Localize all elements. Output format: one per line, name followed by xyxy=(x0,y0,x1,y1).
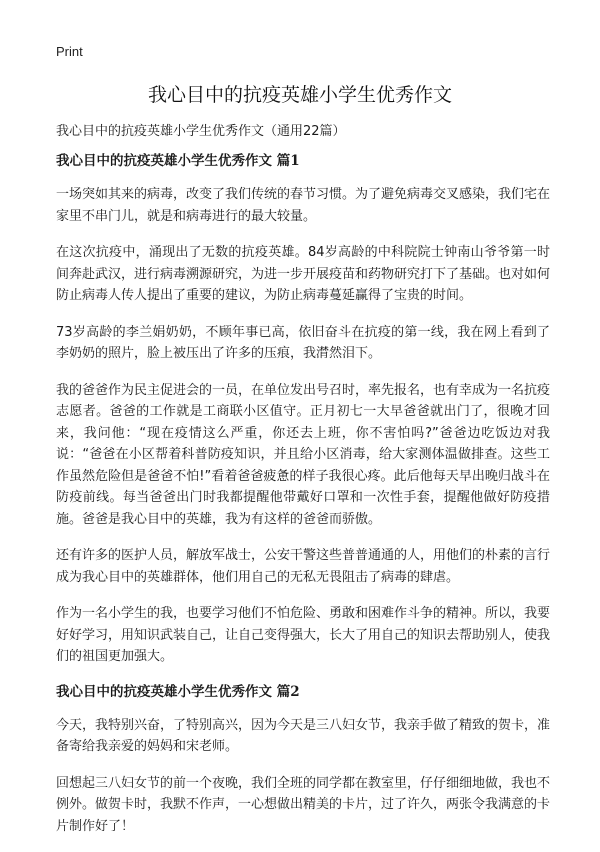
section-heading: 我心目中的抗疫英雄小学生优秀作文 篇1 xyxy=(56,153,300,169)
page-title: 我心目中的抗疫英雄小学生优秀作文 xyxy=(147,84,452,106)
paragraph: 在这次抗疫中，涌现出了无数的抗疫英雄。84岁高龄的中科院院士钟南山爷爷第一时间奔赴武汉，进行病毒溯源研究，为进一步开展疫苗和药物研究打下了基础。也对如何防止病毒人传人提出了重要的建议，为防止病毒蔓延赢得了宝贵的时间。 xyxy=(56,245,551,303)
article-body xyxy=(56,152,550,852)
document-subtitle: 我心目中的抗疫英雄小学生优秀作文（通用22篇） xyxy=(56,124,346,139)
section-heading: 我心目中的抗疫英雄小学生优秀作文 篇2 xyxy=(56,683,300,700)
paragraph: 73岁高龄的李兰娟奶奶，不顾年事已高，依旧奋斗在抗疫的第一线，我在网上看到了李奶奶的照片，脸上被压出了许多的压痕，我潸然泪下。 xyxy=(56,324,550,361)
paragraph: 今天，我特别兴奋，了特别高兴，因为今天是三八妇女节，我亲手做了精致的贺卡，准备寄给我亲爱的妈妈和宋老师。 xyxy=(56,717,551,754)
section-2 xyxy=(56,683,550,838)
paragraph: 一场突如其来的病毒，改变了我们传统的春节习惯。为了避免病毒交叉感染，我们宅在家里不串门儿，就是和病毒进行的最大较量。 xyxy=(56,187,551,224)
paragraph: 作为一名小学生的我，也要学习他们不怕危险、勇敢和困难作斗争的精神。所以，我要好好学习，用知识武装自己，让自己变得强大，长大了用自己的知识去帮助别人，使我们的祖国更加强大。 xyxy=(56,606,551,664)
section-1 xyxy=(56,152,550,668)
paragraph: 还有许多的医护人员，解放军战士，公安干警这些普普通通的人，用他们的朴素的言行成为我心目中的英雄群体，他们用自己的无私无畏阻击了病毒的肆虐。 xyxy=(56,548,551,585)
paragraph: 我的爸爸作为民主促进会的一员，在单位发出号召时，率先报名，也有幸成为一名抗疫志愿者。爸爸的工作就是工商联小区值守。正月初七一大早爸爸就出门了，很晚才回来，我问他：“现在疫情这么严重，你还去上班，你不害怕吗?”爸爸边吃饭边对我说：“爸爸在小区帮着科普防疫知识，并且给小区消毒，给大家测体温做排查。这些工作虽然危险但是爸爸不怕!”看着爸爸疲惫的样子我很心疼。此后他每天早出晚归战斗在防疫前线。每当爸爸出门时我都提醒他带戴好口罩和一次性手套，提醒他做好防疫措施。爸爸是我心目中的英雄，我为有这样的爸爸而骄傲。 xyxy=(56,382,551,527)
paragraph: 回想起三八妇女节的前一个夜晚，我们全班的同学都在教室里，仔仔细细地做，我也不例外。做贺卡时，我默不作声，一心想做出精美的卡片，过了许久，两张令我满意的卡片制作好了！ xyxy=(56,775,551,834)
print-link[interactable]: Print xyxy=(56,44,83,59)
